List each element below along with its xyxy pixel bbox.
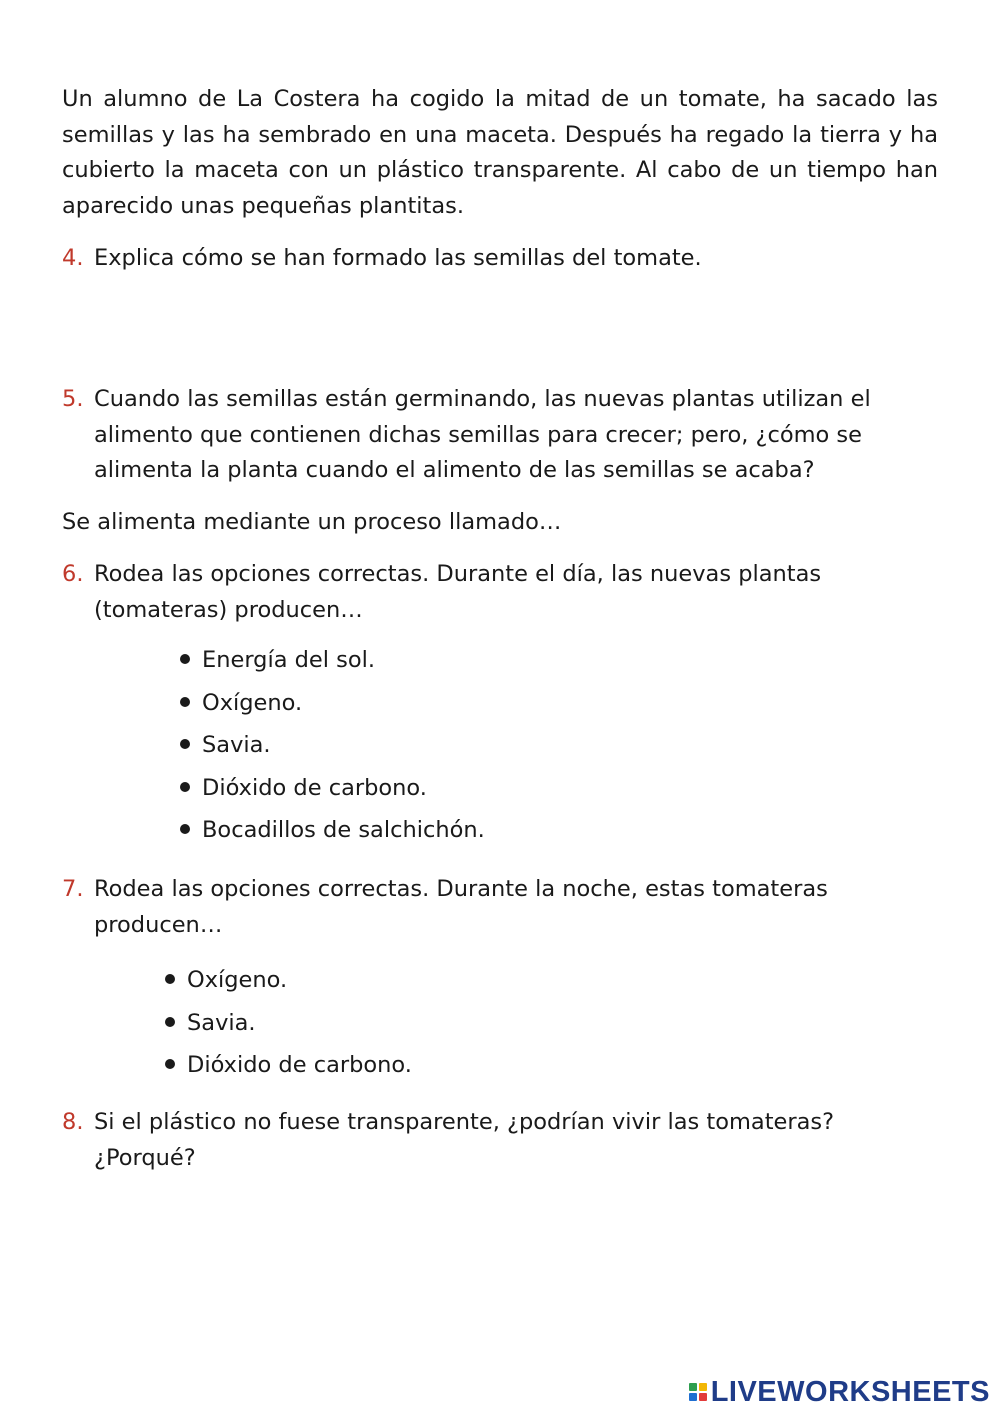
answer-prompt: Se alimenta mediante un proceso llamado… [62,509,562,535]
bullet-icon [165,1017,175,1027]
option-item[interactable]: Dióxido de carbono. [180,773,427,803]
question-7 [62,872,882,943]
bullet-icon [165,1059,175,1069]
bullet-icon [180,782,190,792]
question-number: 6. [62,561,84,587]
question-6 [62,557,882,628]
option-item[interactable]: Oxígeno. [165,965,287,995]
option-item[interactable]: Dióxido de carbono. [165,1050,412,1080]
liveworksheets-logo-icon [689,1383,707,1401]
question-number: 5. [62,386,84,412]
question-4 [62,241,938,277]
question-text: Explica cómo se han formado las semillas del tomate. [94,245,702,271]
question-text: Cuando las semillas están germinando, las nuevas plantas utilizan el alimento que contienen dichas semillas para crecer; pero, ¿cómo se alimenta la planta cuando el alimento de las semillas se acaba? [94,386,871,483]
question-text: Rodea las opciones correctas. Durante el día, las nuevas plantas (tomateras) producen… [94,561,822,623]
question-number: 8. [62,1109,84,1135]
bullet-icon [180,739,190,749]
option-item[interactable]: Energía del sol. [180,645,375,675]
liveworksheets-logo[interactable] [689,1377,990,1407]
question-8 [62,1105,902,1176]
option-item[interactable]: Savia. [165,1008,256,1038]
option-item[interactable]: Oxígeno. [180,688,302,718]
bullet-icon [165,974,175,984]
intro-paragraph: Un alumno de La Costera ha cogido la mitad de un tomate, ha sacado las semillas y las ha sembrado en una maceta. Después ha regado la tierra y ha cubierto la maceta con un plástico transparente. Al cabo de un tiempo han aparecido unas pequeñas plantitas. [62,86,938,219]
question-number: 4. [62,245,84,271]
question-5 [62,382,922,489]
option-item[interactable]: Savia. [180,730,271,760]
logo-text: LIVEWORKSHEETS [710,1375,990,1408]
question-number: 7. [62,876,84,902]
question-text: Rodea las opciones correctas. Durante la noche, estas tomateras producen… [94,876,828,938]
question-text: Si el plástico no fuese transparente, ¿podrían vivir las tomateras? ¿Porqué? [94,1109,835,1171]
bullet-icon [180,824,190,834]
bullet-icon [180,654,190,664]
option-item[interactable]: Bocadillos de salchichón. [180,815,485,845]
bullet-icon [180,697,190,707]
